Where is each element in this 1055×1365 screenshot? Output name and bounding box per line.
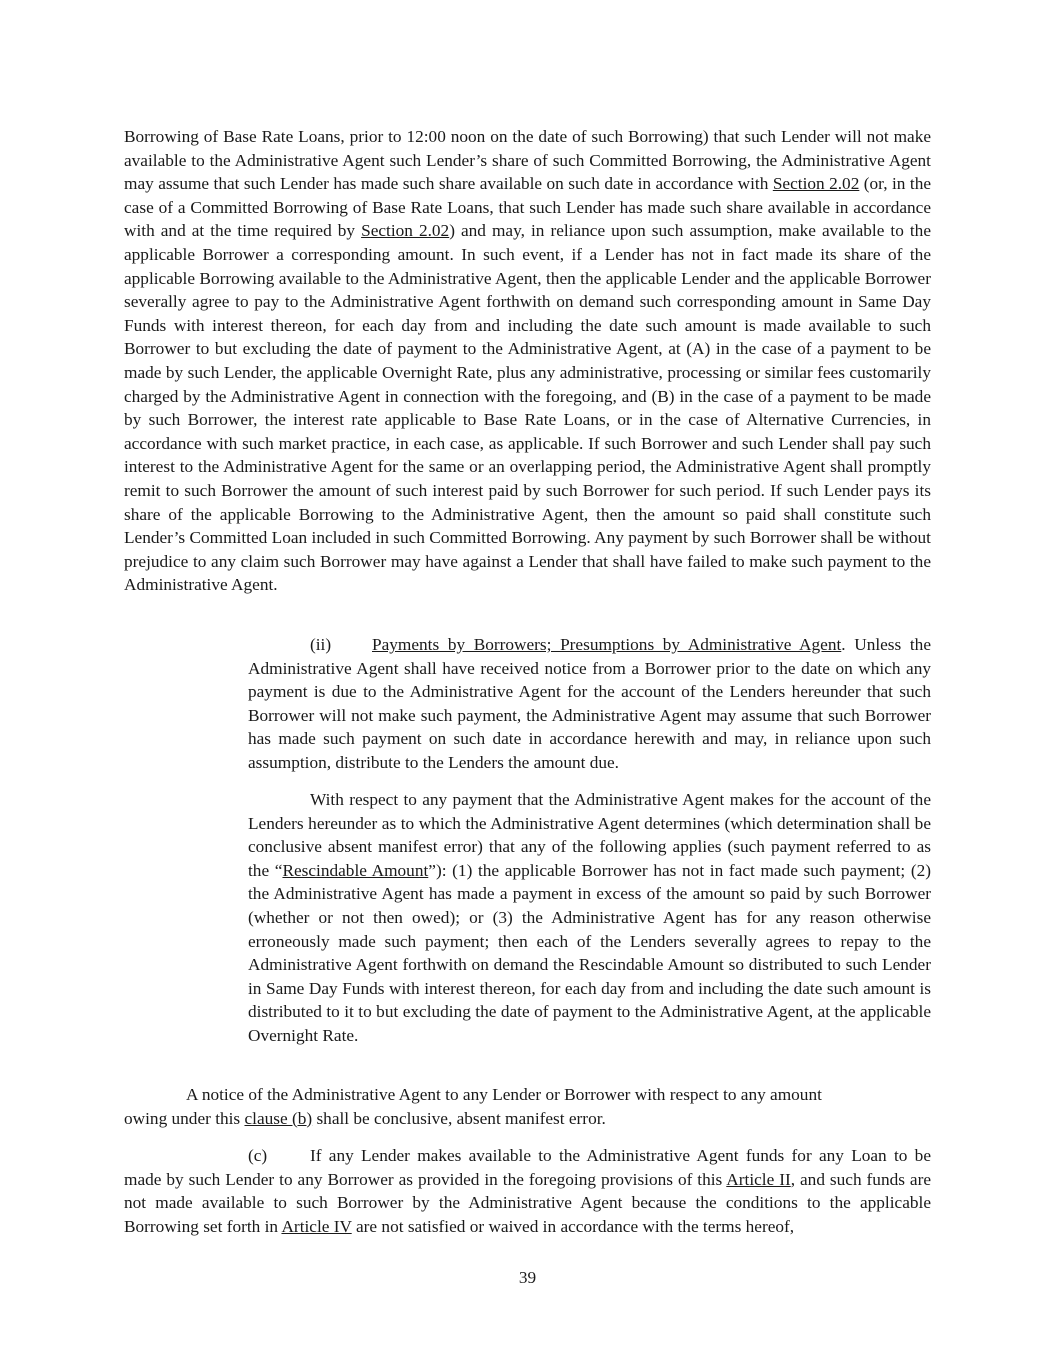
article-reference: Article II — [726, 1169, 791, 1189]
text: With respect to any payment that the Administrative Agent makes for the account of the Lenders hereunder as to which the Administrative Agent determines (which determination shall be conclusive absent manifest error) that any of the following applies (such payment referred to as the “ — [248, 790, 931, 880]
subsection-ii-paragraph — [248, 633, 931, 775]
notice-paragraph — [124, 1083, 931, 1130]
page-number: 39 — [518, 1268, 537, 1287]
text: owing under this — [124, 1108, 245, 1128]
section-reference: Section 2.02 — [772, 174, 860, 194]
text: ) and may, in reliance upon such assumption, make available to the applicable Borrower a corresponding amount. In such event, if a Lender has not in fact made its share of the applicable Borrowing available to the Administrative Agent, then the applicable Lender and the applicable Borrower severally agree to pay to the Administrative Agent forthwith on demand such corresponding amount in Same Day Funds with interest thereon, for each day from and including the date such amount is made available to such Borrower to but excluding the date of payment to the Administrative Agent, at (A) in the case of a payment to be made by such Lender, the applicable Overnight Rate, plus any administrative, processing or similar fees customarily charged by the Administrative Agent in connection with the foregoing, and (B) in the case of a payment to be made by such Borrower, the interest rate applicable to Base Rate Loans, or in the case of Alternative Currencies, in accordance with such market practice, in each case, as applicable. If such Borrower and such Lender shall pay such interest to the Administrative Agent for the same or an overlapping period, the Administrative Agent shall promptly remit to such Borrower the amount of such interest paid by such Borrower for such period. If such Lender pays its share of the applicable Borrowing to the Administrative Agent, then the amount so paid shall constitute such Lender’s Committed Loan included in such Committed Borrowing. Any payment by such Borrower shall be without prejudice to any claim such Borrower may have against a Lender that shall have failed to make such payment to the Administrative Agent. — [124, 221, 931, 595]
section-reference: Section 2.02 — [361, 221, 450, 241]
text: are not satisfied or waived in accordance with the terms hereof, — [351, 1216, 795, 1236]
defined-term: Rescindable Amount — [282, 860, 429, 880]
rescindable-amount-paragraph — [248, 788, 931, 1048]
text: If any Lender makes available to the Administrative Agent funds for any Loan to be made by such Lender to any Borrower as provided in the foregoing provisions of this — [124, 1146, 931, 1189]
subsection-marker: (ii) — [310, 635, 332, 654]
text: shall be conclusive, absent manifest error. — [312, 1108, 606, 1128]
subsection-marker: (c) — [248, 1146, 268, 1165]
subsection-c-paragraph — [124, 1144, 931, 1238]
text: (or, in the case of a Committed Borrowing of Base Rate Loans, that such Lender has made such share available in accordance with and at the time required by — [124, 174, 932, 241]
text: . Unless the Administrative Agent shall have received notice from a Borrower prior to the date on which any payment is due to the Administrative Agent for the account of the Lenders hereunder that such Borrower will not make such payment, the Administrative Agent may assume that such Borrower has made such payment on such date in accordance herewith and may, in reliance upon such assumption, distribute to the Lenders the amount due. — [248, 635, 931, 772]
text: Borrowing of Base Rate Loans, prior to 12:00 noon on the date of such Borrowing) that such Lender will not make available to the Administrative Agent such Lender’s share of such Committed Borrowing, the Administrative Agent may assume that such Lender has made such share available on such date in accordance with — [124, 127, 931, 194]
text: , and such funds are not made available to such Borrower by the Administrative Agent because the conditions to the applicable Borrowing set forth in — [124, 1169, 932, 1236]
notice-first-line: A notice of the Administrative Agent to any Lender or Borrower with respect to any amount — [186, 1085, 822, 1104]
subsection-heading: Payments by Borrowers; Presumptions by Administrative Agent — [372, 635, 842, 654]
paragraph-borrowing-presumption — [124, 125, 931, 597]
text: ”): (1) the applicable Borrower has not in fact made such payment; (2) the Administrative Agent has made a payment in excess of the amount so paid by such Borrower (whether or not then owed); or (3) the Administrative Agent has for any reason otherwise erroneously made such payment; then each of the Lenders severally agrees to repay to the Administrative Agent forthwith on demand the Rescindable Amount so distributed to such Lender in Same Day Funds with interest thereon, for each day from and including the date such amount is distributed to it to but excluding the date of payment to the Administrative Agent, at the applicable Overnight Rate. — [248, 860, 932, 1045]
clause-reference: clause (b) — [244, 1108, 313, 1128]
article-reference: Article IV — [281, 1216, 352, 1236]
